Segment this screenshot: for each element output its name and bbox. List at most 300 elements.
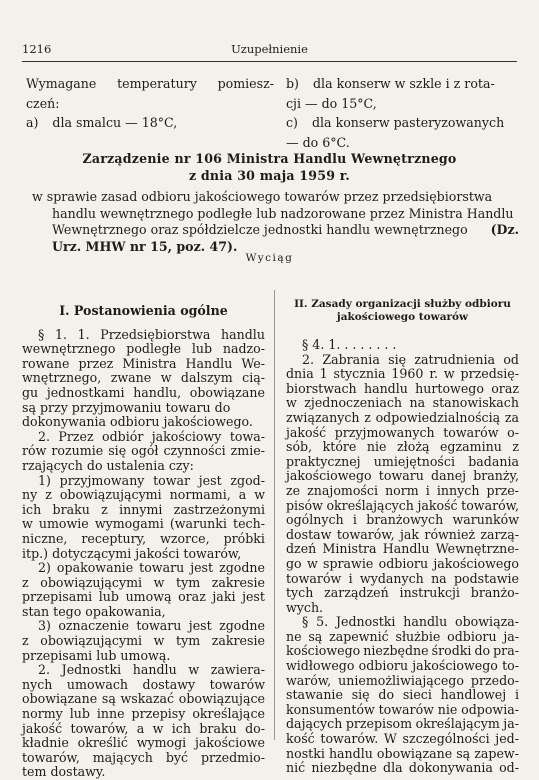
word: r.: [429, 366, 438, 382]
word: stycznia: [333, 366, 386, 382]
word: kość: [286, 731, 315, 747]
text-line: [22, 386, 265, 401]
word: jednostkami: [46, 384, 125, 400]
word: są: [101, 691, 116, 707]
word: na: [409, 395, 426, 411]
word: handlu: [328, 745, 373, 761]
word: towarów.: [320, 731, 379, 747]
text-line: [22, 722, 265, 737]
text-line: [286, 659, 519, 674]
word: zwane: [110, 370, 152, 386]
word: ich: [22, 501, 42, 517]
word: umowie: [38, 516, 89, 532]
word: jest: [188, 618, 212, 634]
word: dalszym: [180, 370, 233, 386]
word: obowiązującymi: [40, 574, 143, 590]
word: warów,: [286, 672, 332, 688]
word: biorstwach: [286, 380, 357, 396]
word: handlu: [403, 614, 448, 630]
word: norm: [385, 482, 419, 498]
word: tych: [286, 585, 314, 601]
word: sób,: [286, 439, 313, 455]
text-line: [286, 615, 519, 630]
word: praktycznej: [286, 453, 361, 469]
word: 2.: [38, 428, 51, 444]
word: i: [352, 512, 357, 528]
text-line: [286, 674, 519, 689]
word: 1960: [391, 366, 424, 382]
text-line: [286, 499, 519, 514]
temperature-left-fragment: pomiesz-: [217, 76, 274, 91]
temperature-right-fragment: c): [286, 115, 298, 130]
word: przez: [78, 355, 114, 371]
word: się: [351, 687, 370, 703]
word: ja-: [503, 628, 519, 644]
word: odbioru: [447, 628, 497, 644]
text-line: [286, 396, 519, 411]
temperature-right-line: [286, 113, 518, 133]
word: nie: [366, 439, 387, 455]
word: obowiąza-: [455, 614, 519, 630]
text-line: § 4. 1. . . . . . . .: [302, 337, 397, 352]
word: towarów: [378, 701, 434, 717]
word: Wewnętrzne-: [435, 541, 519, 557]
word: uniemożliwiającego: [338, 672, 464, 688]
word: dla: [383, 760, 403, 776]
word: wydanych: [359, 570, 424, 586]
word: 3): [38, 618, 51, 634]
text-line: [286, 557, 519, 572]
word: mających: [92, 749, 153, 765]
temperature-right-fragment: dla konserw w szkle i z rota-: [312, 76, 495, 91]
text-line: [286, 484, 519, 499]
word: Zabrania: [322, 351, 380, 367]
word: zarządzeń: [324, 585, 389, 601]
word: wnętrznego,: [22, 370, 102, 386]
page-header: [22, 42, 517, 58]
word: podstawie: [453, 570, 519, 586]
word: stanowiskach: [432, 395, 519, 411]
word: obowiązującymi: [59, 487, 162, 503]
word: w: [22, 516, 33, 532]
word: określających: [326, 497, 414, 513]
word: jakość: [22, 720, 63, 736]
temperature-left-fragment: a): [26, 115, 39, 130]
word: jakościowego: [433, 555, 519, 571]
word: w: [443, 366, 455, 382]
word: przedo-: [470, 672, 519, 688]
word: dostaw: [286, 526, 332, 542]
word: towarów,: [461, 497, 519, 513]
word: obowiązujące: [178, 691, 265, 707]
word: odpowiedzialnością: [375, 409, 501, 425]
text-line: [286, 761, 519, 776]
word: dnia: [286, 366, 314, 382]
word: umiejętności: [373, 453, 455, 469]
word: w: [286, 395, 297, 411]
word: zjednoczeniach: [304, 395, 402, 411]
word: próbki: [223, 530, 265, 546]
text-line: [22, 634, 265, 649]
running-title: Uzupełnienie: [231, 42, 308, 56]
word: Przez: [58, 428, 94, 444]
word: ze: [286, 482, 301, 498]
text-line: tem dostawy.: [22, 764, 106, 780]
decree-subject-line-3: [32, 222, 519, 239]
word: w: [160, 370, 172, 386]
decree-reference-start: (Dz.: [490, 222, 519, 237]
word: i: [348, 570, 353, 586]
word: zawiera-: [210, 662, 265, 678]
word: prze-: [486, 482, 519, 498]
text-line: [22, 430, 265, 445]
text-line: [22, 488, 265, 503]
word: receptury,: [81, 530, 147, 546]
word: normami,: [169, 487, 231, 503]
text-line: [286, 703, 519, 718]
temperature-left-line: [26, 113, 274, 133]
word: ich: [171, 720, 191, 736]
word: i: [514, 687, 519, 703]
word: jakość: [286, 424, 327, 440]
word: towarów: [286, 570, 342, 586]
word: oraz: [178, 589, 206, 605]
word: z: [512, 439, 519, 455]
word: zgod-: [230, 472, 265, 488]
word: określającym: [415, 716, 500, 732]
word: umowach: [66, 676, 129, 692]
word: oraz: [491, 380, 519, 396]
word: podległe: [126, 341, 182, 357]
word: umową: [125, 589, 172, 605]
decree-title-line-2: z dnia 30 maja 1959 r.: [188, 168, 351, 183]
section-title-organization-line-1: II. Zasady organizacji służby odbioru: [294, 298, 511, 310]
word: zakresie: [211, 574, 265, 590]
text-line: [22, 751, 265, 766]
word: nych: [22, 676, 53, 692]
text-line: [22, 576, 265, 591]
text-line: [286, 455, 519, 470]
word: towar: [153, 472, 191, 488]
temperature-left-line: [26, 74, 274, 94]
word: oznaczenie: [58, 618, 129, 634]
word: wymogi: [136, 735, 187, 751]
word: Ministra: [122, 355, 177, 371]
word: zastrzeżonymi: [173, 501, 265, 517]
decree-subject: [32, 189, 519, 255]
text-line: [286, 630, 519, 645]
decree-reference-end: Urz. MHW nr 15, poz. 47).: [52, 238, 238, 254]
decree-title-line-1: Zarządzenie nr 106 Ministra Handlu Wewnętrznego: [82, 151, 457, 166]
word: nadzo-: [222, 341, 265, 357]
word: ogólnych: [286, 512, 344, 528]
word: 5.: [316, 614, 329, 630]
word: a: [136, 720, 145, 736]
word: czynności: [163, 443, 226, 459]
word: i: [425, 482, 430, 498]
word: inne: [96, 706, 125, 722]
word: zapew-: [474, 745, 519, 761]
word: handlowej: [440, 687, 507, 703]
decree-subject-line-1: w sprawie zasad odbioru jakościowego towarów przez przedsiębiorstwa: [32, 189, 493, 204]
word: zarzą-: [480, 526, 519, 542]
word: niczne,: [22, 530, 68, 546]
temperature-left-fragment: temperatury: [117, 76, 197, 91]
column-divider: [274, 290, 275, 740]
word: branżo-: [470, 585, 519, 601]
word: od-: [499, 760, 519, 776]
text-line: [22, 517, 265, 532]
word: ogół: [131, 443, 159, 459]
word: przyjmowanych: [334, 424, 435, 440]
text-line: [22, 707, 265, 722]
text-line: [286, 411, 519, 426]
word: jakościowy: [151, 428, 222, 444]
temperature-left-fragment: Wymagane: [26, 76, 97, 91]
word: kościowego: [286, 643, 361, 659]
word: ja-: [503, 716, 519, 732]
text-line: wych.: [286, 599, 324, 615]
temperature-list-right: [286, 74, 518, 152]
word: się: [388, 351, 407, 367]
word: obowiązane: [376, 745, 453, 761]
text-line: [286, 513, 519, 528]
word: w: [152, 720, 164, 736]
word: przepisami: [22, 589, 93, 605]
text-line: [22, 357, 265, 372]
word: towaru: [378, 468, 424, 484]
temperature-left-fragment: dla smalcu — 18°C,: [52, 115, 178, 130]
temperature-right-fragment: cji — do 15°C,: [286, 95, 377, 111]
temperature-right-fragment: b): [286, 76, 299, 91]
word: towarów,: [70, 720, 129, 736]
word: się: [108, 443, 127, 459]
word: rowane: [22, 355, 70, 371]
left-column: [22, 290, 265, 780]
text-line: [22, 328, 265, 343]
text-line: [286, 688, 519, 703]
text-line: [22, 371, 265, 386]
word: lub: [98, 589, 119, 605]
word: go: [286, 555, 302, 571]
word: nostki: [286, 745, 325, 761]
word: Jednostki: [61, 662, 122, 678]
temperature-list-left: [26, 74, 274, 133]
word: §: [302, 614, 309, 630]
word: 1.: [54, 326, 67, 342]
text-line: [22, 342, 265, 357]
word: przedmio-: [200, 749, 265, 765]
word: wskazać: [120, 691, 175, 707]
text-line: [22, 503, 265, 518]
temperature-left-line: [26, 94, 274, 114]
word: są: [456, 745, 471, 761]
word: w: [153, 633, 165, 649]
text-line: [22, 474, 265, 489]
word: wewnętrznego: [22, 341, 116, 357]
left-column-body: [22, 328, 265, 780]
word: dokonywania: [408, 760, 493, 776]
page-number: 1216: [22, 42, 52, 56]
word: jest: [190, 560, 214, 576]
word: widłowego: [286, 658, 355, 674]
word: a: [238, 487, 247, 503]
word: jaki: [212, 589, 236, 605]
text-line: [286, 426, 519, 441]
text-line: dokonywania odbioru jakościowego.: [22, 414, 253, 430]
temperature-right-fragment: — do 6°C.: [286, 134, 350, 150]
word: 2.: [302, 351, 315, 367]
word: do: [474, 643, 491, 659]
word: są: [308, 628, 323, 644]
word: jak: [400, 526, 420, 542]
word: tym: [176, 574, 201, 590]
word: zapewnić: [329, 628, 389, 644]
decree-title: [22, 150, 517, 184]
word: tech-: [233, 516, 265, 532]
word: stawanie: [286, 687, 343, 703]
word: braku: [52, 501, 90, 517]
header-rule: [22, 61, 517, 62]
temperature-right-fragment: dla konserw pasteryzowanych: [311, 115, 505, 130]
word: od: [503, 351, 519, 367]
word: lub: [69, 706, 90, 722]
word: dostawy: [142, 676, 196, 692]
word: obowiązującymi: [40, 633, 143, 649]
word: to-: [502, 658, 519, 674]
word: tym: [176, 633, 201, 649]
word: w: [188, 662, 200, 678]
word: towaru: [136, 618, 182, 634]
word: Jednostki: [335, 614, 396, 630]
word: odbiór: [102, 428, 144, 444]
word: 2.: [38, 662, 51, 678]
word: 1: [319, 366, 328, 382]
word: jed-: [495, 731, 519, 747]
word: niezbędne: [363, 643, 429, 659]
text-line: [286, 717, 519, 732]
word: do: [378, 687, 395, 703]
word: obowiązane: [189, 384, 265, 400]
word: do-: [245, 720, 265, 736]
word: pisów: [286, 497, 323, 513]
word: odpowia-: [461, 701, 519, 717]
word: branżowych: [366, 512, 444, 528]
word: towaru: [139, 560, 185, 576]
word: rów: [22, 443, 47, 459]
text-line: itp.) dotyczącymi jakości towarów,: [22, 545, 242, 561]
word: określić: [77, 735, 128, 751]
decree-subject-line-3-text: Wewnętrznego oraz spółdzielcze jednostki handlu wewnętrznego: [52, 222, 468, 237]
word: nić: [286, 760, 306, 776]
text-line: przepisami lub umową.: [22, 647, 171, 663]
word: Ministra: [322, 541, 377, 557]
word: przedsię-: [460, 366, 519, 382]
extract-label: Wyciąg: [245, 252, 294, 264]
text-line: [22, 736, 265, 751]
word: zgodne: [219, 560, 265, 576]
text-line: [286, 747, 519, 762]
text-line: [286, 469, 519, 484]
word: handlu: [221, 326, 265, 342]
text-line: [286, 586, 519, 601]
word: niezbędne: [311, 760, 377, 776]
temperature-left-fragment: czeń:: [26, 95, 60, 111]
word: innymi: [119, 501, 163, 517]
word: braku: [199, 720, 237, 736]
word: dających: [286, 716, 343, 732]
word: towarów,: [22, 749, 80, 765]
word: w: [254, 487, 265, 503]
word: handlu: [132, 662, 177, 678]
text-line: stan tego opakowania,: [22, 603, 166, 619]
word: towarów,: [336, 526, 395, 542]
word: handlu: [363, 380, 408, 396]
word: konsumentów: [286, 701, 375, 717]
text-line: [286, 572, 519, 587]
word: towarów: [209, 676, 265, 692]
word: obowiązane: [22, 691, 98, 707]
word: instrukcji: [399, 585, 460, 601]
text-line: są przy przyjmowaniu towaru do: [22, 399, 231, 415]
text-line: [22, 663, 265, 678]
word: jakościowego: [286, 468, 372, 484]
word: We-: [241, 355, 265, 371]
word: znajomości: [307, 482, 378, 498]
text-line: [22, 678, 265, 693]
word: branży,: [473, 468, 519, 484]
word: W: [383, 731, 397, 747]
word: egzaminu: [439, 439, 502, 455]
word: sprawie: [323, 555, 374, 571]
section-title-organization: [286, 298, 519, 324]
text-line: [22, 444, 265, 459]
word: również: [424, 526, 476, 542]
temperature-right-line: [286, 94, 518, 114]
word: przyjmowany: [59, 472, 145, 488]
word: złożą: [397, 439, 430, 455]
text-line: [286, 528, 519, 543]
text-line: [286, 440, 519, 455]
word: zmie-: [230, 443, 265, 459]
word: przepisom: [345, 716, 413, 732]
text-line: [286, 382, 519, 397]
text-line: [286, 367, 519, 382]
word: związanych: [286, 409, 360, 425]
word: lub: [191, 341, 213, 357]
word: w: [153, 574, 165, 590]
word: kładnie: [22, 735, 69, 751]
word: zakresie: [211, 633, 265, 649]
word: szczególności: [402, 731, 490, 747]
word: 1): [38, 472, 51, 488]
word: dzeń: [286, 541, 317, 557]
word: które: [322, 439, 357, 455]
word: pra-: [493, 643, 519, 659]
word: towa-: [229, 428, 265, 444]
text-line: [286, 542, 519, 557]
text-line: [22, 561, 265, 576]
word: sieci: [402, 687, 432, 703]
decree-subject-line-2: handlu wewnętrznego podległe lub nadzorowane przez Ministra Handlu: [52, 205, 514, 221]
word: hurtowego: [415, 380, 484, 396]
word: w: [306, 555, 318, 571]
word: danej: [431, 468, 467, 484]
word: odbioru: [358, 658, 409, 674]
word: §: [38, 326, 45, 342]
word: z: [364, 409, 371, 425]
word: jakościowego: [412, 658, 498, 674]
